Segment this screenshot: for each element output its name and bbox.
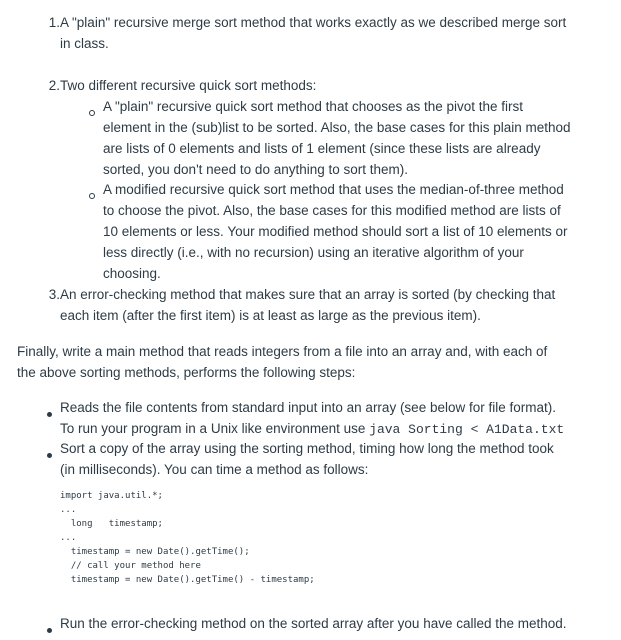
hollow-bullet-icon <box>89 104 95 119</box>
bullet-icon <box>47 621 52 636</box>
item-3-line-2: each item (after the first item) is at least as large as the previous item). <box>60 308 481 323</box>
hollow-bullet-icon <box>89 187 95 202</box>
sub-1-line-2: element in the (sub)list to be sorted. Also, the base cases for this plain method <box>103 120 571 135</box>
sub-2-line-3: 10 elements or less. Your modified method should sort a list of 10 elements or <box>103 224 568 239</box>
list-item-1 <box>44 12 566 54</box>
bullet-2-line-1: Sort a copy of the array using the sorting method, timing how long the method took <box>60 441 554 456</box>
item-1-line-2: in class. <box>60 36 109 51</box>
main-method-paragraph <box>17 341 547 383</box>
item-2-number: 2. <box>48 78 60 93</box>
item-1-number: 1. <box>48 15 60 30</box>
bullet-error-check <box>60 613 567 634</box>
sub-item-modified-quicksort <box>103 179 568 284</box>
bullet-icon <box>47 446 52 461</box>
item-3-number: 3. <box>48 287 60 302</box>
bullet-1-line-1: Reads the file contents from standard input into an array (see below for file format). <box>60 400 556 415</box>
sub-2-line-1: A modified recursive quick sort method that uses the median-of-three method <box>103 182 564 197</box>
sub-item-plain-quicksort <box>103 96 571 180</box>
timing-code-block: import java.util.*; ... long timestamp; ... timestamp = new Date().getTime(); // call your method here timestamp = new Date().getTime() - timestamp; <box>60 491 315 585</box>
sub-2-line-4: less directly (i.e., with no recursion) using an iterative algorithm of your <box>103 245 524 260</box>
list-item-3 <box>44 284 555 326</box>
sub-2-line-5: choosing. <box>103 266 161 281</box>
bullet-read-file <box>60 397 564 440</box>
sub-1-line-3: are lists of 0 elements and lists of 1 element (since these lists are already <box>103 141 541 156</box>
bullet-1-text: To run your program in a Unix like environment use <box>60 421 370 436</box>
run-command: java Sorting < A1Data.txt <box>369 422 565 437</box>
bullet-sort-copy <box>60 438 554 480</box>
bullet-icon <box>47 405 52 420</box>
item-2-line-1: Two different recursive quick sort methods: <box>60 78 317 93</box>
paragraph-line-2: the above sorting methods, performs the following steps: <box>17 365 356 380</box>
item-1-line-1: A "plain" recursive merge sort method that works exactly as we described merge sort <box>60 15 567 30</box>
item-3-line-1: An error-checking method that makes sure that an array is sorted (by checking that <box>60 287 556 302</box>
sub-1-line-4: sorted, you don't need to do anything to sort them). <box>103 162 409 177</box>
sub-2-line-2: to choose the pivot. Also, the base cases for this modified method are lists of <box>103 203 561 218</box>
list-item-2 <box>44 75 316 96</box>
bullet-1-line-2 <box>60 418 564 440</box>
sub-1-line-1: A "plain" recursive quick sort method that chooses as the pivot the first <box>103 99 524 114</box>
paragraph-line-1: Finally, write a main method that reads integers from a file into an array and, with each of <box>17 344 548 359</box>
bullet-3-line: Run the error-checking method on the sorted array after you have called the method. <box>60 616 567 631</box>
bullet-2-line-2: (in milliseconds). You can time a method as follows: <box>60 462 369 477</box>
